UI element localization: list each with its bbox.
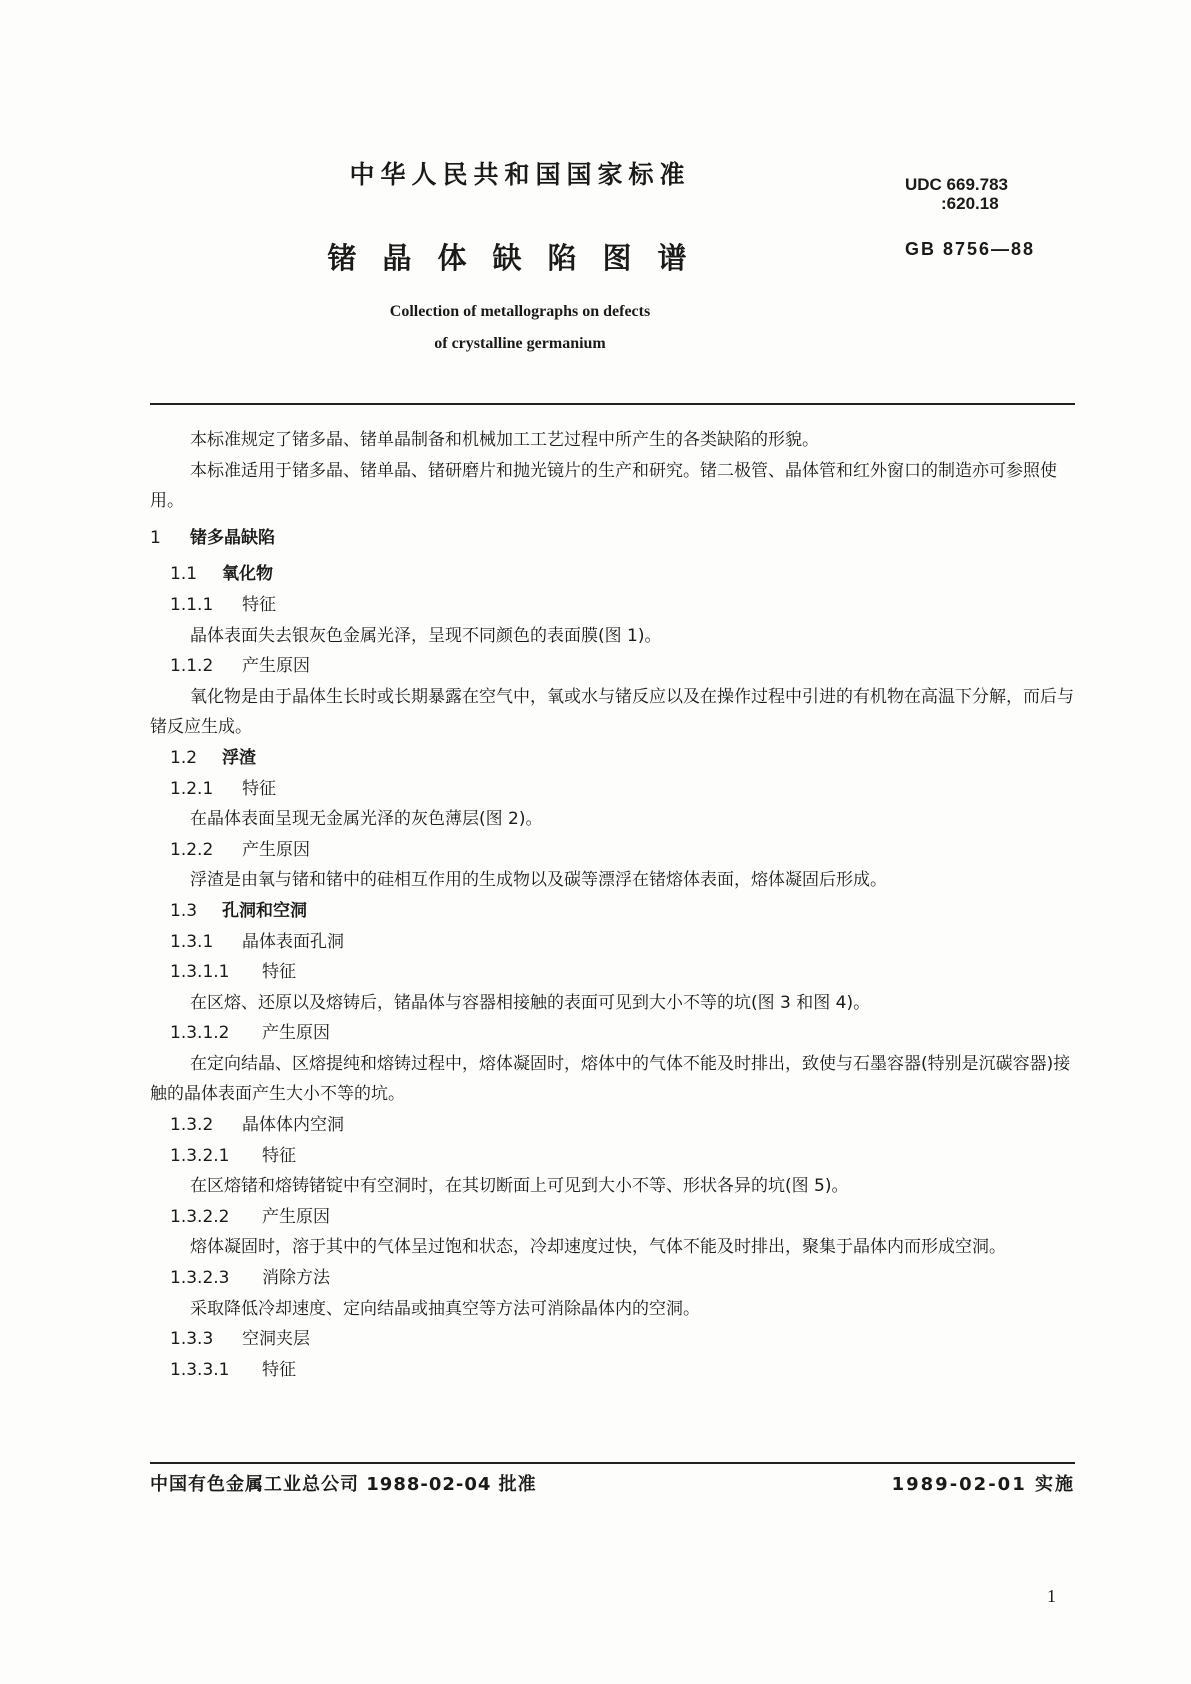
section-title: 产生原因 [262, 1023, 330, 1044]
section-1-3-2-2-heading [150, 1202, 1075, 1233]
section-number: 1.3.1 [170, 931, 214, 952]
section-title: 特征 [262, 1145, 296, 1166]
udc-line-2: :620.18 [941, 194, 999, 213]
section-1-1-heading [150, 559, 1075, 590]
section-1-2-1-text: 在晶体表面呈现无金属光泽的灰色薄层(图 2)。 [190, 809, 543, 830]
section-1-3-1-heading [150, 927, 1075, 958]
section-1-3-heading [150, 896, 1075, 927]
section-title: 特征 [242, 778, 276, 799]
section-number: 1.3.3.1 [170, 1359, 230, 1380]
effective-date: 1989-02-01 实施 [891, 1474, 1075, 1495]
section-title: 消除方法 [262, 1268, 330, 1289]
section-number: 1.3.2.2 [170, 1206, 230, 1227]
section-1-3-2-2-text: 熔体凝固时，溶于其中的气体呈过饱和状态，冷却速度过快，气体不能及时排出，聚集于晶体内而形成空洞。 [190, 1237, 1006, 1258]
section-title: 产生原因 [242, 656, 310, 677]
section-1-1-2-text: 氧化物是由于晶体生长时或长期暴露在空气中，氧或水与锗反应以及在操作过程中引进的有机物在高温下分解，而后与锗反应生成。 [150, 686, 1074, 738]
section-1-2-2-text: 浮渣是由氧与锗和锗中的硅相互作用的生成物以及碳等漂浮在锗熔体表面，熔体凝固后形成。 [190, 870, 887, 891]
section-number: 1.1 [170, 564, 198, 585]
section-number: 1.3.2.1 [170, 1145, 230, 1166]
intro-paragraph-1: 本标准规定了锗多晶、锗单晶制备和机械加工工艺过程中所产生的各类缺陷的形貌。 [190, 430, 819, 450]
section-number: 1.2 [170, 747, 198, 768]
section-number: 1 [150, 527, 161, 548]
section-1-2-1-heading [150, 774, 1075, 805]
section-title: 孔洞和空洞 [222, 900, 307, 921]
intro-paragraph-2: 本标准适用于锗多晶、锗单晶、锗研磨片和抛光镜片的生产和研究。锗二极管、晶体管和红外窗口的制造亦可参照使用。 [150, 460, 1057, 512]
section-1-3-1-1-heading [150, 957, 1075, 988]
section-number: 1.3 [170, 900, 198, 921]
section-1-3-2-3-heading [150, 1263, 1075, 1294]
section-1-2-2-heading [150, 835, 1075, 866]
section-title: 特征 [262, 1359, 296, 1380]
gb-number: GB 8756—88 [905, 239, 1036, 259]
section-1-1-1-text: 晶体表面失去银灰色金属光泽，呈现不同颜色的表面膜(图 1)。 [190, 625, 662, 646]
section-title: 特征 [242, 594, 276, 615]
section-1-3-2-3-text: 采取降低冷却速度、定向结晶或抽真空等方法可消除晶体内的空洞。 [190, 1298, 700, 1319]
section-1-3-1-1-text: 在区熔、还原以及熔铸后，锗晶体与容器相接触的表面可见到大小不等的坑(图 3 和图 4)。 [190, 992, 871, 1013]
section-number: 1.3.1.1 [170, 962, 230, 983]
section-1-3-2-heading [150, 1110, 1075, 1141]
section-number: 1.3.2 [170, 1115, 214, 1136]
section-1-3-3-1-heading [150, 1355, 1075, 1386]
section-title: 锗多晶缺陷 [190, 527, 275, 548]
section-1-3-2-1-heading [150, 1141, 1075, 1172]
udc-code [905, 175, 1008, 213]
section-title: 产生原因 [262, 1206, 330, 1227]
section-number: 1.3.1.2 [170, 1023, 230, 1044]
section-1-3-1-2-text: 在定向结晶、区熔提纯和熔铸过程中，熔体凝固时，熔体中的气体不能及时排出，致使与石墨容器(特别是沉碳容器)接触的晶体表面产生大小不等的坑。 [150, 1053, 1071, 1105]
section-number: 1.1.1 [170, 594, 214, 615]
section-title: 氧化物 [222, 564, 273, 585]
footer-divider [150, 1462, 1075, 1464]
section-1-1-1-heading [150, 590, 1075, 621]
document-body [150, 425, 1075, 1385]
approval-line: 中国有色金属工业总公司 1988-02-04 批准 [150, 1474, 537, 1495]
section-title: 晶体体内空洞 [242, 1115, 344, 1136]
english-title-line-2: of crystalline germanium [434, 335, 606, 352]
section-1-heading [150, 523, 1075, 554]
section-1-3-3-heading [150, 1324, 1075, 1355]
section-1-3-2-1-text: 在区熔锗和熔铸锗锭中有空洞时，在其切断面上可见到大小不等、形状各异的坑(图 5)。 [190, 1176, 849, 1197]
standard-category-title: 中华人民共和国国家标准 [349, 160, 691, 189]
document-title: 锗晶体缺陷图谱 [327, 241, 713, 275]
section-number: 1.1.2 [170, 656, 214, 677]
english-title [0, 296, 1040, 360]
udc-line-1: UDC 669.783 [905, 175, 1009, 194]
section-title: 空洞夹层 [242, 1329, 310, 1350]
section-number: 1.3.2.3 [170, 1268, 230, 1289]
page-number: 1 [1047, 1586, 1056, 1606]
english-title-line-1: Collection of metallographs on defects [389, 303, 651, 320]
section-number: 1.2.2 [170, 839, 214, 860]
section-1-2-heading [150, 743, 1075, 774]
section-number: 1.3.3 [170, 1329, 214, 1350]
section-1-3-1-2-heading [150, 1018, 1075, 1049]
section-title: 产生原因 [242, 839, 310, 860]
header-divider [150, 403, 1075, 405]
section-title: 特征 [262, 962, 296, 983]
section-1-1-2-heading [150, 651, 1075, 682]
section-title: 晶体表面孔洞 [242, 931, 344, 952]
section-title: 浮渣 [222, 747, 256, 768]
section-number: 1.2.1 [170, 778, 214, 799]
